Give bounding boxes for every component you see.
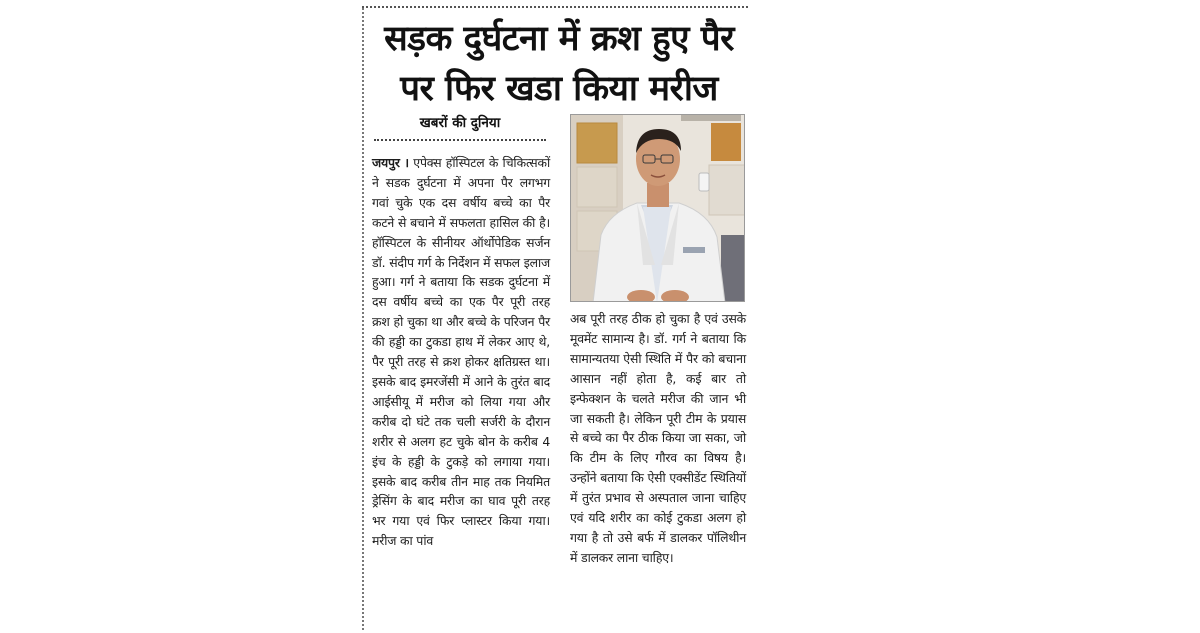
article-body-left-column — [372, 153, 550, 551]
left-dotted-border — [362, 8, 364, 630]
doctor-photo-illustration — [571, 115, 745, 302]
doctor-portrait-photo — [570, 114, 745, 302]
body-left-text: एपेक्स हॉस्पिटल के चिकित्सकों ने सडक दुर्घटना में अपना पैर लगभग गवां चुके एक दस वर्षीय बच्चे का पैर कटने से बचाने में सफलता हासिल की है। हॉस्पिटल के सीनीयर ऑर्थोपेडिक सर्जन डॉ. संदीप गर्ग के निर्देशन में सफल इलाज हुआ। गर्ग ने बताया कि सडक दुर्घटना में दस वर्षीय बच्चे का एक पैर पूरी तरह क्रश हो चुका था और बच्चे के परिजन पैर की हड्डी का टुकडा हाथ में लेकर आए थे, पैर पूरी तरह से क्रश होकर क्षतिग्रस्त था। इसके बाद इमरजेंसी में आने के तुरंत बाद आईसीयू में मरीज को लिया गया और करीब दो घंटे तक चली सर्जरी के दौरान शरीर से अलग हट चुके बोन के करीब 4 इंच के हड्डी के टुकड़े को लगाया गया। इसके बाद करीब तीन माह तक नियमित ड्रेसिंग के बाद मरीज का घाव पूरी तरह भर गया एवं फिर प्लास्टर किया गया। मरीज का पांव — [372, 155, 550, 549]
byline: खबरों की दुनिया — [419, 115, 501, 131]
headline: सड़क दुर्घटना में क्रश हुए पैर पर फिर खडा किया मरीज — [384, 19, 734, 109]
byline-divider — [374, 139, 546, 141]
top-dotted-border — [362, 6, 748, 8]
dateline: जयपुर । — [372, 155, 409, 170]
article-body-right-column: अब पूरी तरह ठीक हो चुका है एवं उसके मूवमेंट सामान्य है। डॉ. गर्ग ने बताया कि सामान्यतया ऐसी स्थिति में पैर को बचाना आसान नहीं होता है, कई बार तो इन्फेक्शन के चलते मरीज की जान भी जा सकती है। लेकिन पूरी टीम के प्रयास से बच्चे का पैर ठीक किया जा सका, जो कि टीम के लिए गौरव का विषय है। उन्होंने बताया कि ऐसी एक्सीडेंट स्थितियों में तुरंत प्रभाव से अस्पताल जाना चाहिए एवं यदि शरीर का कोई टुकडा अलग हो गया है तो उसे बर्फ में डालकर पॉलिथीन में डालकर लाना चाहिए। — [570, 311, 746, 565]
